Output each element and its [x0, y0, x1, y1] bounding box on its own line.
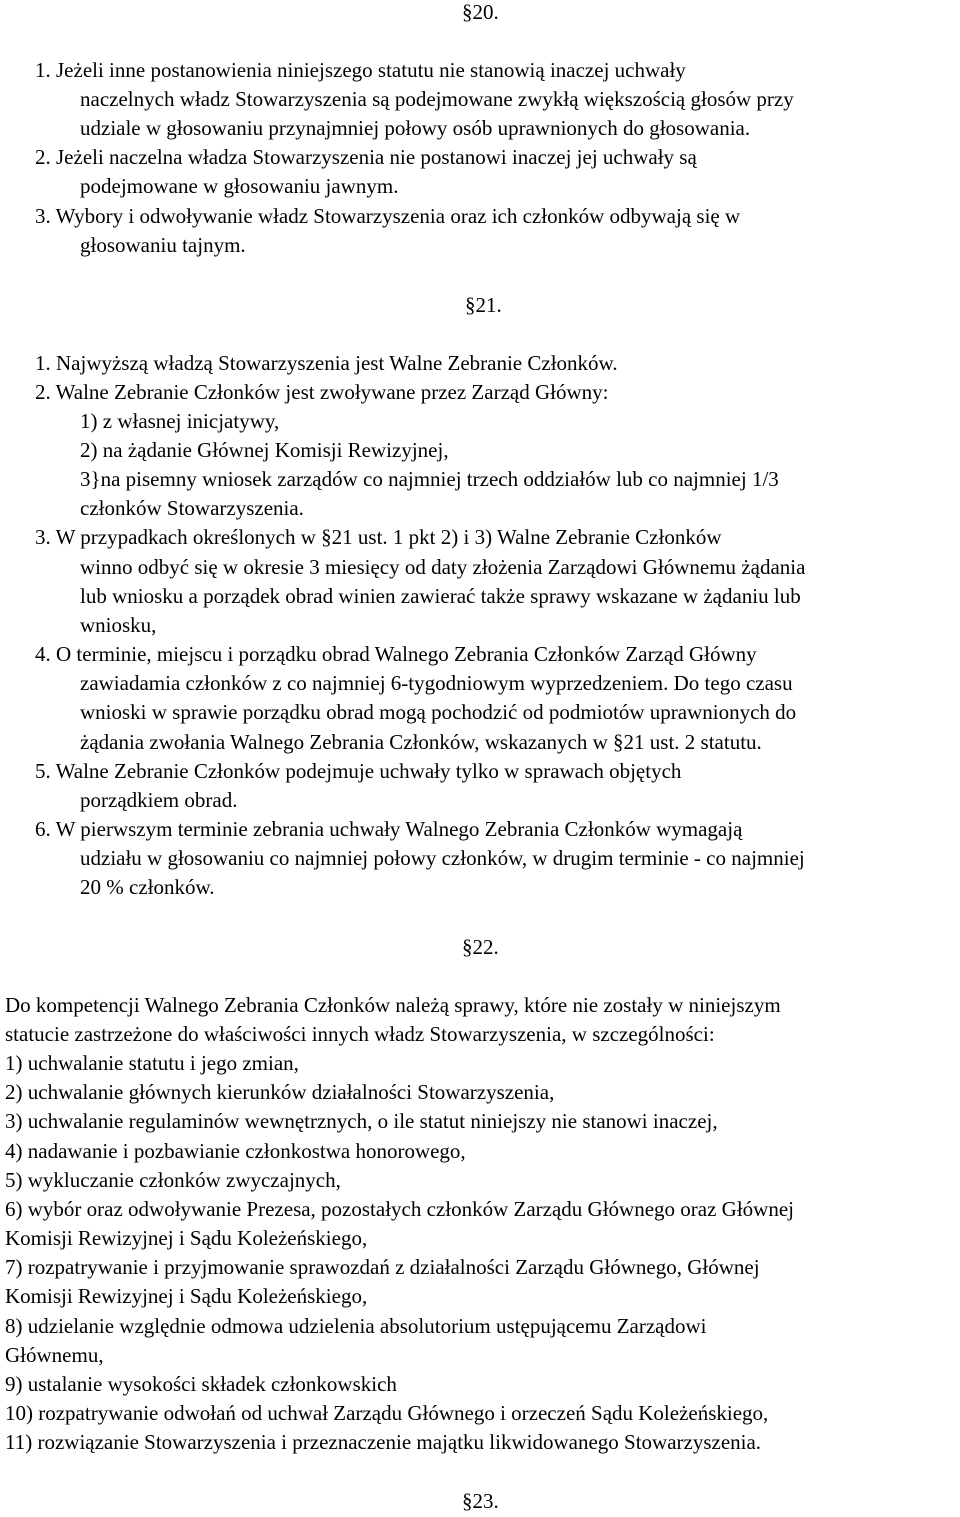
paragraph-line: 1) z własnej inicjatywy, — [80, 409, 280, 433]
list-item: 6) wybór oraz odwoływanie Prezesa, pozostałych członków Zarządu Głównego oraz Głównej — [5, 1197, 794, 1221]
paragraph-line: naczelnych władz Stowarzyszenia są podejmowane zwykłą większością głosów przy — [80, 87, 794, 111]
paragraph-line: 2. Jeżeli naczelna władza Stowarzyszenia nie postanowi inaczej jej uchwały są — [35, 145, 697, 169]
paragraph-line: żądania zwołania Walnego Zebrania Członków, wskazanych w §21 ust. 2 statutu. — [80, 730, 762, 754]
paragraph-line: porządkiem obrad. — [80, 788, 238, 812]
paragraph-line: 6. W pierwszym terminie zebrania uchwały Walnego Zebrania Członków wymagają — [35, 817, 743, 841]
list-item: 10) rozpatrywanie odwołań od uchwał Zarządu Głównego i orzeczeń Sądu Koleżeńskiego, — [5, 1401, 769, 1425]
paragraph-line: 2) na żądanie Głównej Komisji Rewizyjnej, — [80, 438, 449, 462]
list-item: Komisji Rewizyjnej i Sądu Koleżeńskiego, — [5, 1284, 368, 1308]
paragraph-line: 4. O terminie, miejscu i porządku obrad Walnego Zebrania Członków Zarząd Główny — [35, 642, 757, 666]
section-heading-20: §20. — [462, 0, 499, 24]
list-item: 4) nadawanie i pozbawianie członkostwa honorowego, — [5, 1139, 466, 1163]
list-item: 11) rozwiązanie Stowarzyszenia i przeznaczenie majątku likwidowanego Stowarzyszenia. — [5, 1430, 762, 1454]
list-item: Komisji Rewizyjnej i Sądu Koleżeńskiego, — [5, 1226, 368, 1250]
paragraph-line: zawiadamia członków z co najmniej 6-tygodniowym wyprzedzeniem. Do tego czasu — [80, 671, 793, 695]
paragraph-line: 1. Jeżeli inne postanowienia niniejszego statutu nie stanowią inaczej uchwały — [35, 58, 686, 82]
paragraph-line: 3}na pisemny wniosek zarządów co najmniej trzech oddziałów lub co najmniej 1/3 — [80, 467, 779, 491]
list-item: 2) uchwalanie głównych kierunków działalności Stowarzyszenia, — [5, 1080, 555, 1104]
list-item: 8) udzielanie względnie odmowa udzielenia absolutorium ustępującemu Zarządowi — [5, 1314, 707, 1338]
section-heading-22: §22. — [462, 935, 499, 959]
list-item: 5) wykluczanie członków zwyczajnych, — [5, 1168, 341, 1192]
list-item: 7) rozpatrywanie i przyjmowanie sprawozdań z działalności Zarządu Głównego, Głównej — [5, 1255, 760, 1279]
paragraph-line: 2. Walne Zebranie Członków jest zwoływane przez Zarząd Główny: — [35, 380, 609, 404]
paragraph-line: udziału w głosowaniu co najmniej połowy członków, w drugim terminie - co najmniej — [80, 846, 805, 870]
section-heading-23: §23. — [462, 1489, 499, 1513]
paragraph-line: winno odbyć się w okresie 3 miesięcy od daty złożenia Zarządowi Głównemu żądania — [80, 555, 806, 579]
paragraph-line: głosowaniu tajnym. — [80, 233, 246, 257]
paragraph-line: 3. Wybory i odwoływanie władz Stowarzyszenia oraz ich członków odbywają się w — [35, 204, 741, 228]
list-item: 9) ustalanie wysokości składek członkowskich — [5, 1372, 397, 1396]
paragraph-line: wnioski w sprawie porządku obrad mogą pochodzić od podmiotów uprawnionych do — [80, 700, 797, 724]
paragraph-line: 1. Najwyższą władzą Stowarzyszenia jest Walne Zebranie Członków. — [35, 351, 618, 375]
paragraph-line: udziale w głosowaniu przynajmniej połowy osób uprawnionych do głosowania. — [80, 116, 751, 140]
paragraph-line: lub wniosku a porządek obrad winien zawierać także sprawy wskazane w żądaniu lub — [80, 584, 801, 608]
paragraph-line: 3. W przypadkach określonych w §21 ust. 1 pkt 2) i 3) Walne Zebranie Członków — [35, 525, 722, 549]
paragraph-line: wniosku, — [80, 613, 157, 637]
paragraph-line: podejmowane w głosowaniu jawnym. — [80, 174, 399, 198]
list-item: 1) uchwalanie statutu i jego zmian, — [5, 1051, 299, 1075]
paragraph-line: statucie zastrzeżone do właściwości innych władz Stowarzyszenia, w szczególności: — [5, 1022, 715, 1046]
paragraph-line: 5. Walne Zebranie Członków podejmuje uchwały tylko w sprawach objętych — [35, 759, 682, 783]
list-item: 3) uchwalanie regulaminów wewnętrznych, o ile statut niniejszy nie stanowi inaczej, — [5, 1109, 718, 1133]
list-item: Głównemu, — [5, 1343, 104, 1367]
paragraph-line: 20 % członków. — [80, 875, 215, 899]
paragraph-line: Do kompetencji Walnego Zebrania Członków należą sprawy, które nie zostały w niniejszym — [5, 993, 781, 1017]
paragraph-line: członków Stowarzyszenia. — [80, 496, 304, 520]
section-heading-21: §21. — [465, 293, 502, 317]
